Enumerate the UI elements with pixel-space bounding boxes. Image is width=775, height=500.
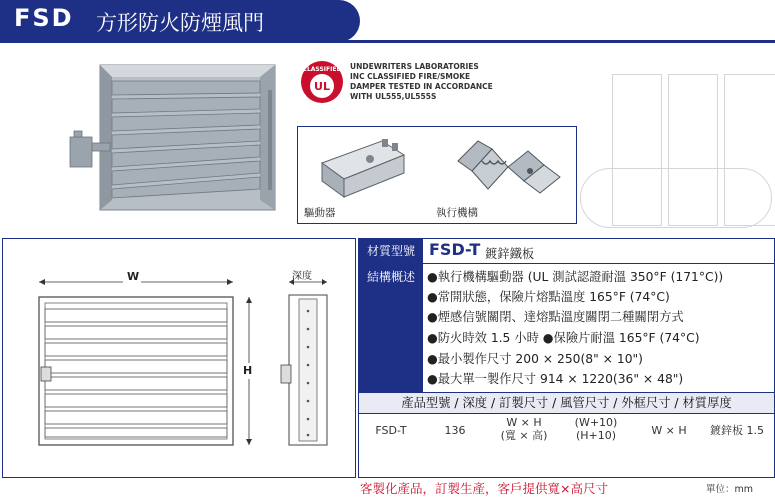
page-title: 方形防火防煙風門 <box>96 11 264 35</box>
table-header: 產品型號 / 深度 / 訂製尺寸 / 風管尺寸 / 外框尺寸 / 材質厚度 <box>359 393 774 413</box>
actuator-label: 驅動器 <box>304 207 336 219</box>
cell-custom-size <box>491 416 557 442</box>
custom-size-line2: (寬 × 高) <box>500 429 548 442</box>
decor-outline-4 <box>580 168 772 228</box>
divider <box>359 413 774 414</box>
cell-frame-size: W × H <box>651 424 687 437</box>
spec-bullet: ●常開狀態，保險片熔點溫度 165°F (74°C) <box>427 290 670 304</box>
mechanism-image <box>448 131 568 207</box>
unit-note: 單位：mm <box>706 484 754 495</box>
product-code: FSD <box>14 4 74 32</box>
cell-model: FSD-T <box>375 424 407 437</box>
technical-drawing-panel <box>2 238 356 478</box>
structure-label: 結構概述 <box>359 264 423 392</box>
cert-line: DAMPER TESTED IN ACCORDANCE <box>350 82 493 91</box>
damper-3d-illustration <box>60 55 290 220</box>
model-code: FSD-T <box>429 240 481 259</box>
ul-classified-logo <box>300 60 344 104</box>
cell-thickness: 鍍鋅板 1.5 <box>710 424 764 437</box>
spec-bullet: ●煙感信號關閉、達熔點溫度關閉二種關閉方式 <box>427 310 684 324</box>
mechanism-label: 執行機構 <box>436 207 478 219</box>
height-label: H <box>243 364 253 377</box>
cert-line: WITH UL555,UL555S <box>350 92 437 101</box>
duct-size-line1: (W+10) <box>574 416 618 429</box>
parts-panel <box>297 126 577 224</box>
certification-text <box>350 62 493 102</box>
ul-arc-text: CLASSIFIED <box>302 66 342 73</box>
cert-line: INC CLASSIFIED FIRE/SMOKE <box>350 72 471 81</box>
custom-size-line1: W × H <box>506 416 542 429</box>
cell-depth: 136 <box>444 424 466 437</box>
cell-duct-size <box>563 416 629 442</box>
spec-bullet: ●最小製作尺寸 200 × 250(8" × 10") <box>427 352 643 366</box>
width-label: W <box>127 270 140 283</box>
material-label: 材質型號 <box>359 239 423 263</box>
spec-panel <box>358 238 775 478</box>
cert-line: UNDEWRITERS LABORATORIES <box>350 62 479 71</box>
spec-bullet: ●執行機構驅動器 (UL 測試認證耐溫 350°F (171°C)) <box>427 270 724 284</box>
actuator-image <box>312 133 412 203</box>
duct-size-line2: (H+10) <box>575 429 617 442</box>
spec-bullet: ●防火時效 1.5 小時 ●保險片耐溫 165°F (74°C) <box>427 331 700 345</box>
material-value: 鍍鋅鐵板 <box>485 247 535 261</box>
custom-order-note: 客製化產品，訂製生產，客戶提供寬×高尺寸 <box>360 481 608 496</box>
ul-mark: UL <box>314 80 330 93</box>
spec-bullet: ●最大單一製作尺寸 914 × 1220(36" × 48") <box>427 372 684 386</box>
depth-label: 深度 <box>292 271 312 282</box>
